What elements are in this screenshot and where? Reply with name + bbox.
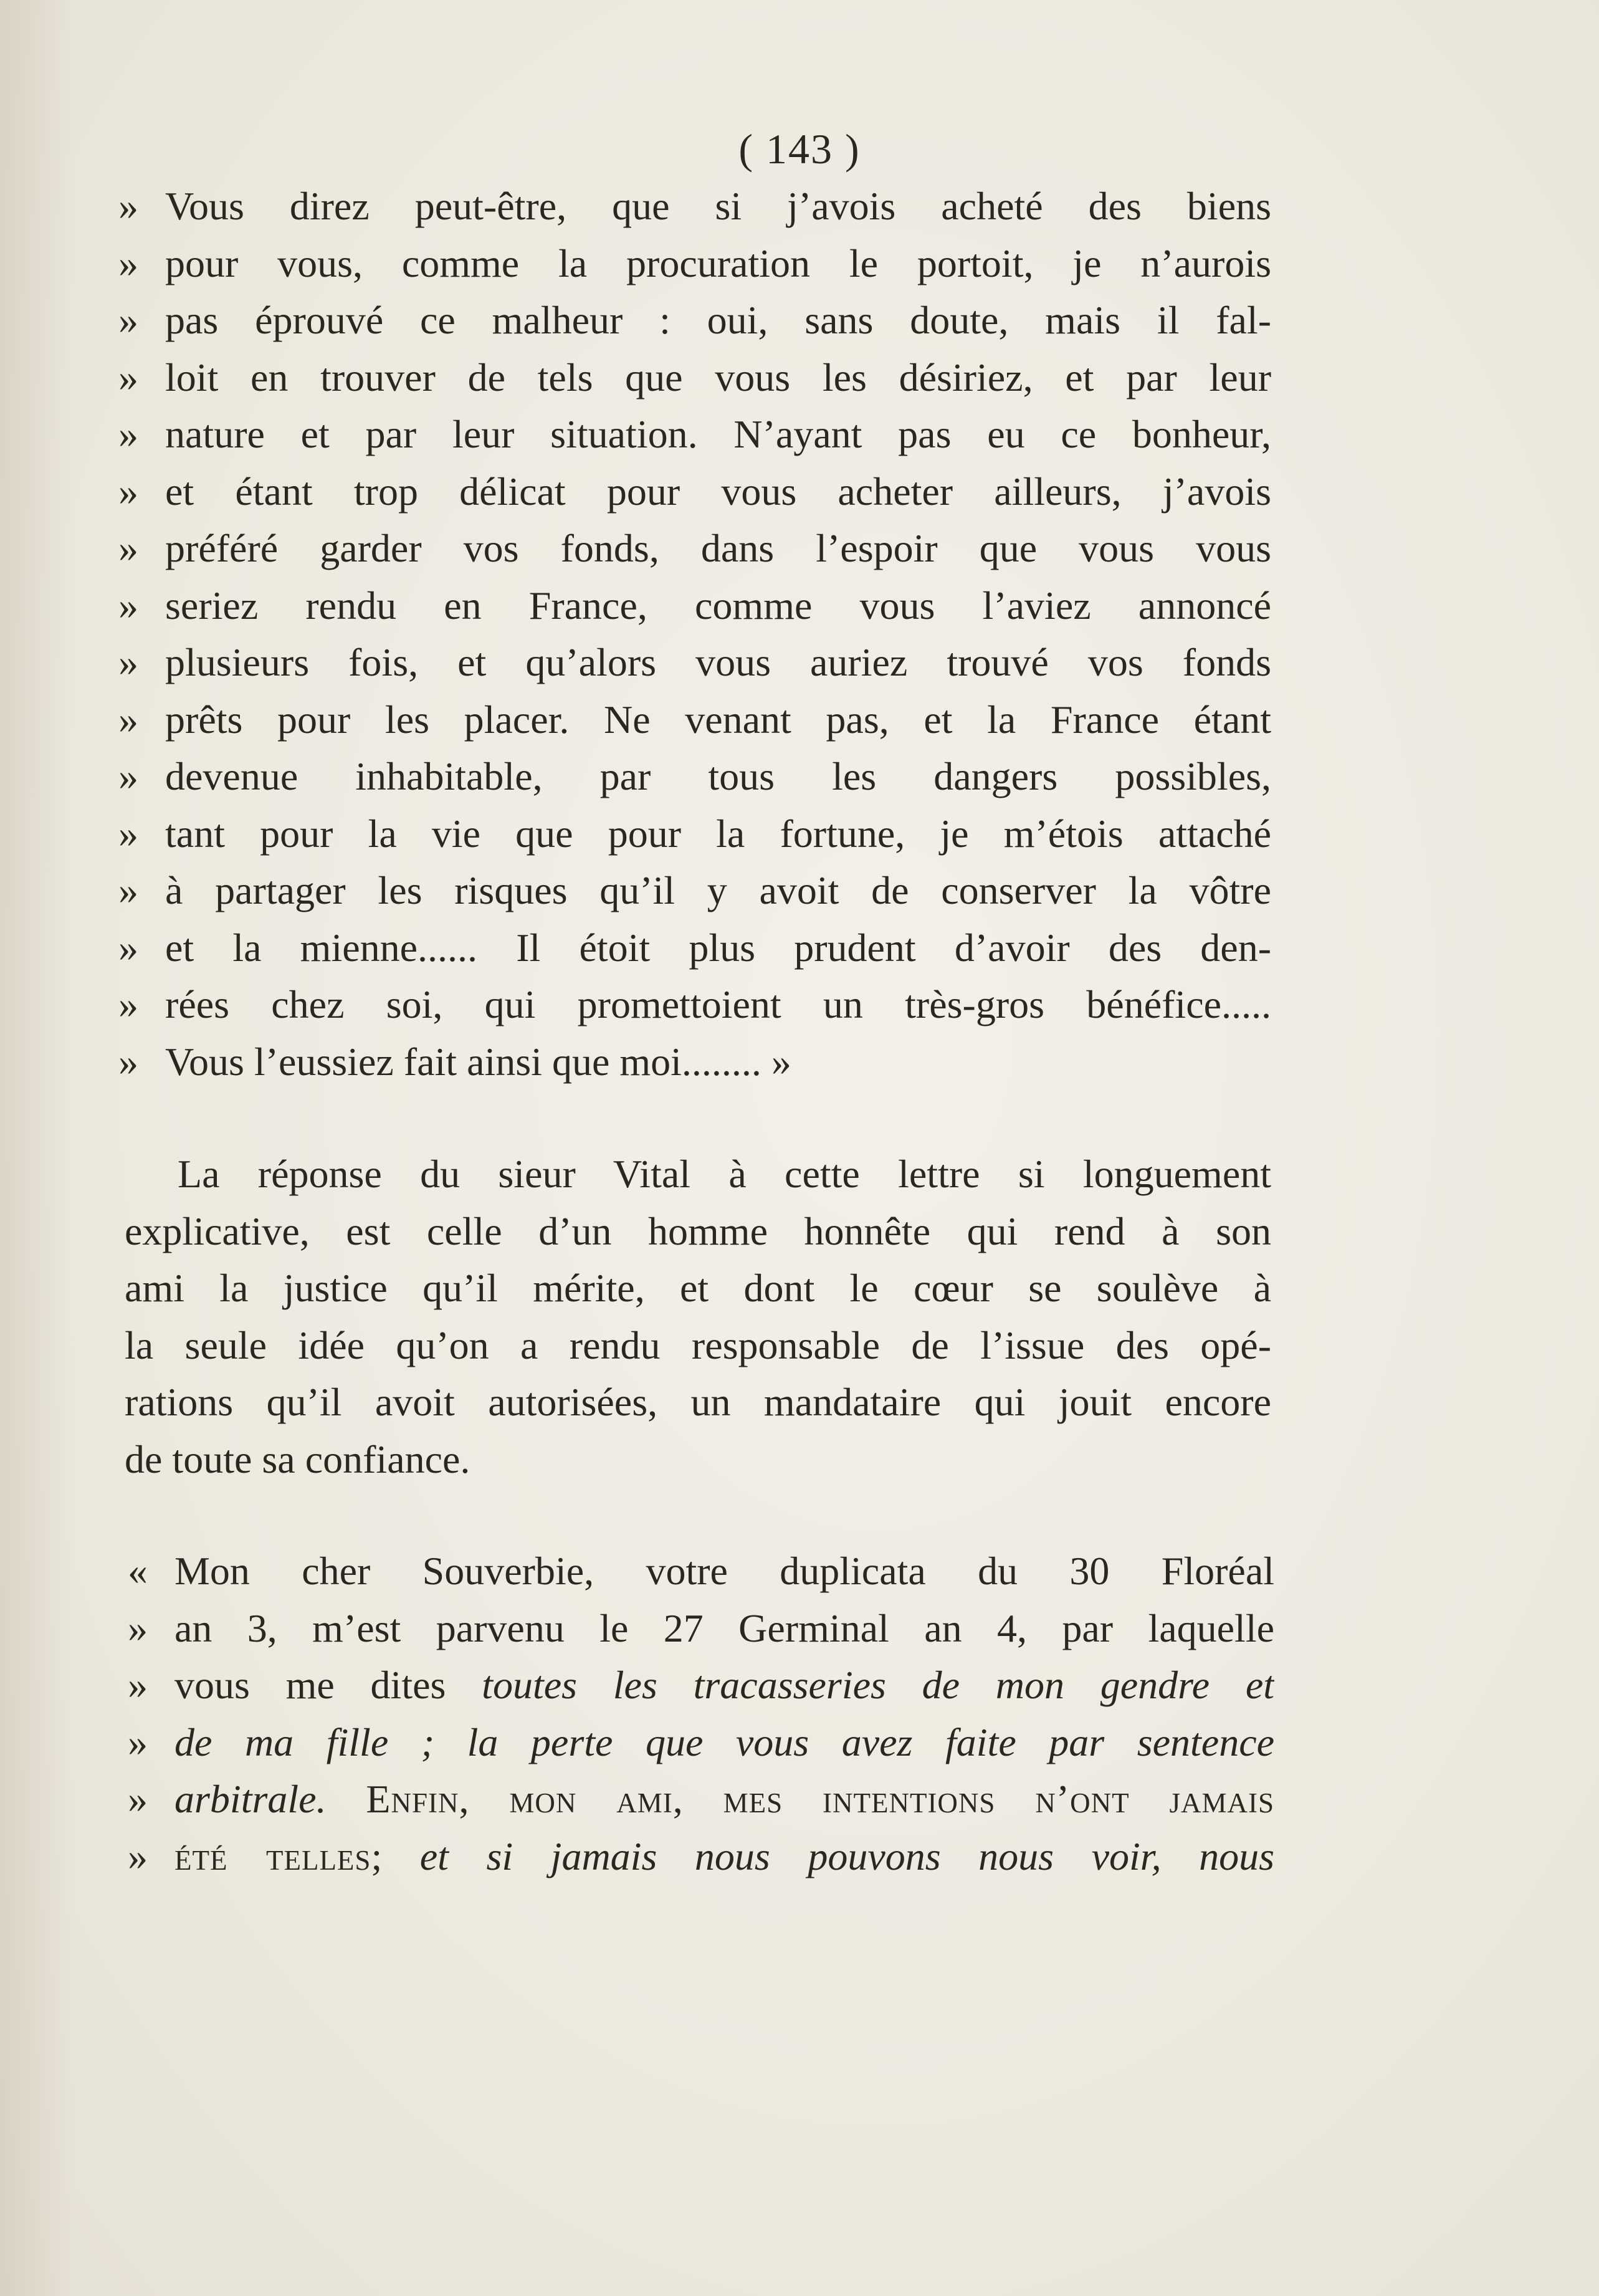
quote-line (118, 1033, 1271, 1091)
quote-mark: » (118, 868, 138, 912)
reply-line-text: arbitrale. Enfin, mon ami, mes intentions n’ont jamais (174, 1777, 1274, 1821)
paragraph-line: explicative, est celle d’un homme honnête qui rend à son (125, 1208, 1271, 1253)
quote-mark: » (118, 640, 138, 684)
quote-mark: » (128, 1605, 148, 1650)
quote-line (118, 520, 1271, 577)
quote-mark: » (118, 697, 138, 742)
quote-mark: » (128, 1834, 148, 1878)
quote-line-text: rées chez soi, qui promettoient un très-gros bénéfice..... (165, 982, 1271, 1026)
quote-line-text: prêts pour les placer. Ne venant pas, et la France étant (165, 697, 1271, 742)
quote-mark: » (118, 754, 138, 798)
quote-mark: » (128, 1777, 148, 1821)
reply-line-text: Mon cher Souverbie, votre duplicata du 30 Floréal (174, 1549, 1274, 1593)
quote-mark: » (118, 526, 138, 570)
reply-line (128, 1771, 1274, 1828)
quote-line (118, 748, 1271, 805)
quote-line-text: plusieurs fois, et qu’alors vous auriez trouvé vos fonds (165, 640, 1271, 684)
reply-line-text: de ma fille ; la perte que vous avez faite par sentence (174, 1720, 1274, 1764)
quote-line (118, 349, 1271, 406)
quote-line-text: pas éprouvé ce malheur : oui, sans doute, mais il fal- (165, 298, 1271, 342)
quote-line-text: Vous direz peut-être, que si j’avois acheté des biens (165, 184, 1271, 228)
quote-line (118, 577, 1271, 634)
quote-line-text: devenue inhabitable, par tous les dangers possibles, (165, 754, 1271, 798)
quote-line (118, 178, 1271, 235)
paragraph-line: rations qu’il avoit autorisées, un mandataire qui jouit encore (125, 1380, 1271, 1424)
quote-line (118, 805, 1271, 863)
quote-mark: » (118, 1039, 138, 1084)
quote-line-text: pour vous, comme la procuration le portoit, je n’aurois (165, 241, 1271, 285)
quote-mark: » (118, 298, 138, 342)
reply-line-text: an 3, m’est parvenu le 27 Germinal an 4, par laquelle (174, 1605, 1274, 1650)
quote-line (118, 976, 1271, 1033)
quote-mark: » (118, 412, 138, 456)
quote-line-text: loit en trouver de tels que vous les désiriez, et par leur (165, 355, 1271, 399)
paragraph-line: La réponse du sieur Vital à cette lettre si longuement (178, 1152, 1271, 1196)
quote-line-text: et étant trop délicat pour vous acheter ailleurs, j’avois (165, 469, 1271, 514)
reply-line (128, 1657, 1274, 1714)
page-number: ( 143 ) (738, 125, 861, 173)
quote-line-text: à partager les risques qu’il y avoit de conserver la vôtre (165, 868, 1271, 912)
quote-mark: » (118, 811, 138, 856)
quote-line (118, 691, 1271, 749)
quote-mark: » (128, 1720, 148, 1764)
quote-line (118, 292, 1271, 349)
reply-line (128, 1543, 1274, 1600)
quote-mark: » (118, 583, 138, 628)
narrative-paragraph (125, 1146, 1271, 1488)
quote-line (118, 862, 1271, 919)
paragraph-line: la seule idée qu’on a rendu responsable de l’issue des opé- (125, 1323, 1271, 1367)
quote-line (118, 634, 1271, 691)
quote-line-text: nature et par leur situation. N’ayant pas eu ce bonheur, (165, 412, 1271, 456)
quote-line (118, 235, 1271, 292)
quote-line-text: préféré garder vos fonds, dans l’espoir que vous vous (165, 526, 1271, 570)
quoted-letter-passage (118, 178, 1271, 1090)
quote-line-text: seriez rendu en France, comme vous l’aviez annoncé (165, 583, 1271, 628)
paragraph-line: de toute sa confiance. (125, 1437, 470, 1481)
reply-line (128, 1828, 1274, 1885)
gutter-shadow (0, 0, 75, 2296)
quote-mark: » (118, 469, 138, 514)
quote-line (118, 406, 1271, 463)
quote-mark: » (118, 982, 138, 1026)
quote-mark: » (118, 925, 138, 970)
quote-mark: » (118, 355, 138, 399)
reply-line-text: été telles; et si jamais nous pouvons nous voir, nous (174, 1834, 1274, 1878)
quote-line-text: et la mienne...... Il étoit plus prudent d’avoir des den- (165, 925, 1271, 970)
reply-line (128, 1600, 1274, 1657)
quote-mark: » (118, 184, 138, 228)
quote-line-text: tant pour la vie que pour la fortune, je m’étois attaché (165, 811, 1271, 856)
quote-line-text: Vous l’eussiez fait ainsi que moi........ » (165, 1039, 791, 1084)
paragraph-line: ami la justice qu’il mérite, et dont le cœur se soulève à (125, 1266, 1271, 1310)
reply-line-text: vous me dites toutes les tracasseries de mon gendre et (174, 1663, 1274, 1707)
quote-mark: « (128, 1549, 148, 1593)
quote-mark: » (118, 241, 138, 285)
reply-line (128, 1714, 1274, 1771)
quote-mark: » (128, 1663, 148, 1707)
quote-line (118, 463, 1271, 520)
quoted-reply-passage (128, 1543, 1274, 1885)
quote-line (118, 919, 1271, 977)
